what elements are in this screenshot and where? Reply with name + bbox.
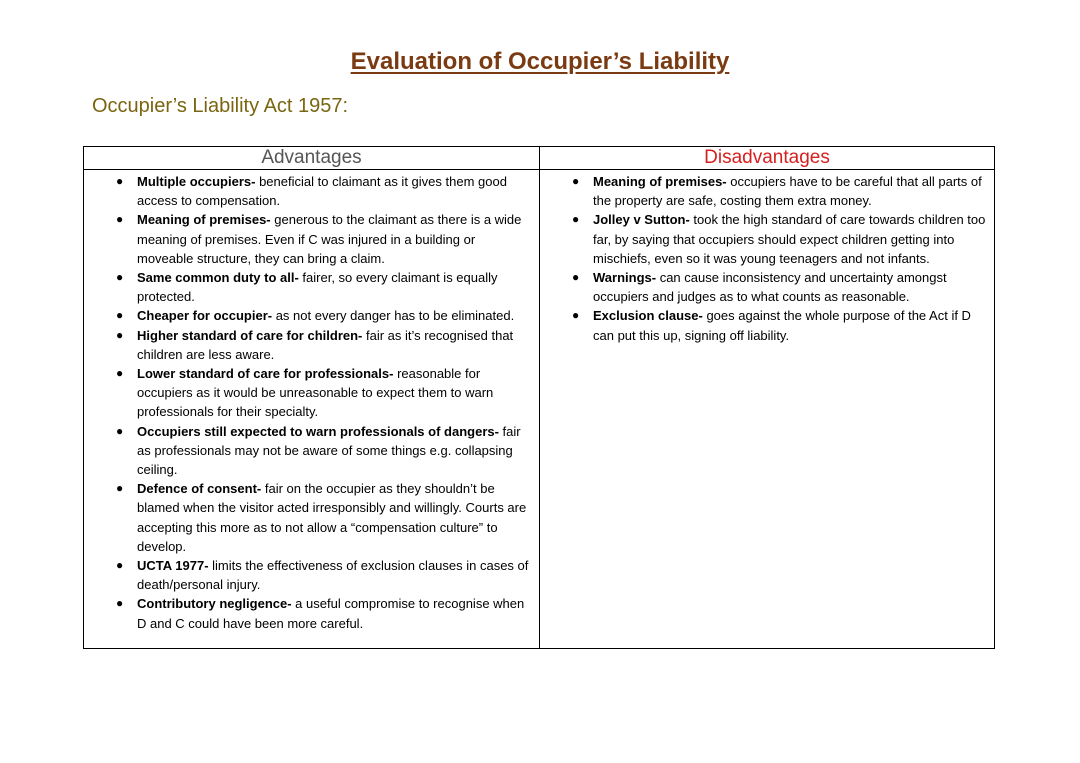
advantage-item-term: Same common duty to all-: [137, 270, 299, 286]
advantages-cell: [84, 170, 540, 649]
advantage-item: [84, 479, 531, 556]
advantage-item-term: Meaning of premises-: [137, 212, 271, 228]
advantage-item-term: Higher standard of care for children-: [137, 327, 363, 343]
disadvantage-item-text: can cause inconsistency and uncertainty amongst occupiers and judges as to what counts as reasonable.: [593, 270, 947, 305]
advantage-item-text: beneficial to claimant as it gives them good access to compensation.: [137, 174, 507, 209]
advantage-item: [84, 556, 531, 594]
disadvantage-item: [540, 268, 986, 306]
bullet-icon: ●: [572, 308, 580, 323]
advantage-item-term: Occupiers still expected to warn professionals of dangers-: [137, 423, 499, 439]
disadvantage-item-text: occupiers have to be careful that all parts of the property are safe, costing them extra money.: [593, 174, 982, 209]
disadvantage-item: [540, 306, 986, 344]
advantage-item-text: fair as professionals may not be aware of some things e.g. collapsing ceiling.: [137, 423, 521, 478]
bullet-icon: ●: [116, 308, 124, 323]
disadvantage-item: [540, 210, 986, 268]
advantages-header: Advantages: [84, 147, 540, 170]
bullet-icon: ●: [116, 366, 124, 381]
bullet-icon: ●: [572, 212, 580, 227]
advantage-item: [84, 210, 531, 268]
advantage-item-text: limits the effectiveness of exclusion clauses in cases of death/personal injury.: [137, 558, 529, 593]
advantage-item: [84, 326, 531, 364]
bullet-icon: ●: [116, 270, 124, 285]
bullet-icon: ●: [116, 423, 124, 438]
advantage-item-text: generous to the claimant as there is a wide meaning of premises. Even if C was injured in a building or moveable structure, they can bring a claim.: [137, 212, 522, 266]
document-title: Evaluation of Occupier’s Liability: [350, 48, 730, 75]
advantage-item-term: Defence of consent-: [137, 481, 262, 497]
advantage-item-text: a useful compromise to recognise when D and C could have been more careful.: [137, 596, 525, 631]
bullet-icon: ●: [572, 174, 580, 188]
bullet-icon: ●: [116, 596, 124, 611]
evaluation-table: [83, 146, 995, 649]
advantage-item: [84, 364, 531, 422]
bullet-icon: ●: [116, 327, 124, 342]
advantage-item-text: fair as it’s recognised that children are less aware.: [137, 327, 514, 362]
disadvantages-list: [540, 172, 986, 345]
disadvantage-item-term: Meaning of premises-: [593, 174, 727, 189]
advantage-item: [84, 172, 531, 210]
disadvantage-item-text: goes against the whole purpose of the Act if D can put this up, signing off liability.: [593, 308, 971, 343]
disadvantages-cell: [540, 170, 995, 649]
advantage-item-text: fairer, so every claimant is equally protected.: [137, 270, 498, 305]
bullet-icon: ●: [116, 212, 124, 227]
advantage-item-text: as not every danger has to be eliminated.: [272, 308, 515, 324]
table-header-row: [84, 147, 995, 170]
advantage-item-term: UCTA 1977-: [137, 558, 209, 574]
advantage-item-text: reasonable for occupiers as it would be unreasonable to expect them to warn professionals for their specialty.: [137, 366, 494, 420]
advantage-item-term: Cheaper for occupier-: [137, 308, 273, 324]
advantage-item: [84, 268, 531, 306]
disadvantage-item: [540, 172, 986, 210]
document-subtitle: Occupier’s Liability Act 1957:: [92, 95, 349, 117]
disadvantage-item-term: Exclusion clause-: [593, 308, 703, 324]
advantage-item-term: Multiple occupiers-: [137, 174, 256, 189]
advantage-item-text: fair on the occupier as they shouldn’t be blamed when the visitor acted irresponsibly and willingly. Courts are accepting this more as to not allow a “compensation culture” to develop.: [137, 481, 527, 554]
bullet-icon: ●: [116, 558, 124, 573]
disadvantages-header: Disadvantages: [540, 147, 995, 170]
advantage-item: [84, 422, 531, 480]
disadvantage-item-term: Jolley v Sutton-: [593, 212, 690, 228]
bullet-icon: ●: [116, 481, 124, 496]
advantage-item: [84, 594, 531, 632]
advantage-item-term: Lower standard of care for professionals-: [137, 366, 394, 382]
advantages-list: [84, 172, 531, 633]
bullet-icon: ●: [572, 270, 580, 285]
advantage-item-term: Contributory negligence-: [137, 596, 292, 612]
table-body-row: [84, 170, 995, 649]
advantage-item: [84, 306, 531, 325]
disadvantage-item-term: Warnings-: [593, 270, 657, 286]
disadvantage-item-text: took the high standard of care towards children too far, by saying that occupiers should expect children getting into mischiefs, even so it was young teenagers and not infants.: [593, 212, 986, 266]
bullet-icon: ●: [116, 174, 124, 188]
